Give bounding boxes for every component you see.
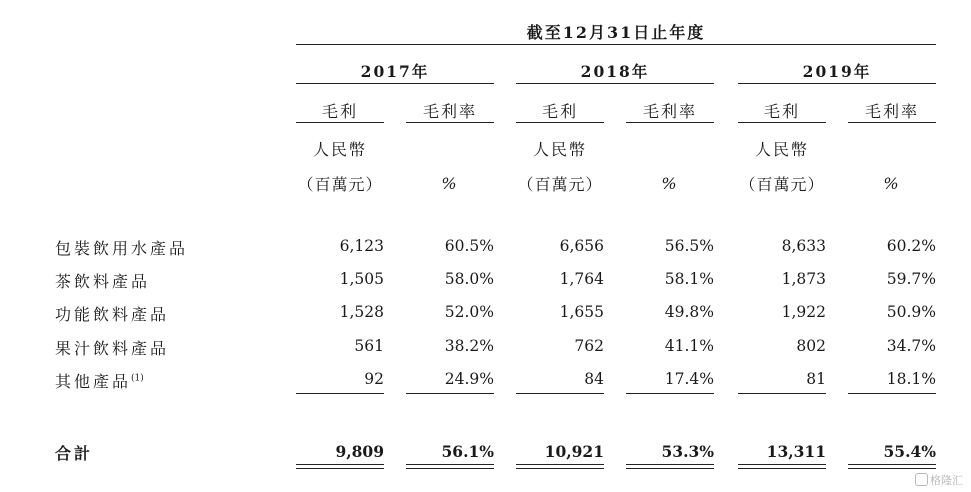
row-label: 果汁飲料產品: [55, 339, 170, 358]
total-double-rule-gp-2017: [296, 464, 384, 469]
table-cell: 24.9%: [444, 370, 494, 388]
total-cell: 13,311: [766, 442, 826, 461]
subtotal-rule-gm-2017: [406, 393, 494, 394]
total-double-rule-gm-2018: [626, 464, 714, 469]
year-2017: 2017年: [360, 62, 430, 81]
unit-millions-2018: （百萬元）: [517, 175, 603, 194]
footnote-marker: (1): [131, 373, 144, 384]
subtotal-rule-gp-2019: [738, 393, 826, 394]
unit-percent-2019: %: [883, 174, 901, 193]
unit-currency-2018: 人民幣: [532, 140, 587, 159]
table-cell: 49.8%: [664, 303, 714, 321]
table-cell: 762: [574, 337, 604, 355]
total-label: 合計: [55, 444, 94, 463]
table-cell: 81: [806, 370, 826, 388]
table-cell: 8,633: [781, 237, 826, 255]
watermark-logo-icon: [915, 473, 928, 486]
subtotal-rule-gp-2017: [296, 393, 384, 394]
total-double-rule-gp-2019: [738, 464, 826, 469]
year-rule-2017: [296, 83, 494, 84]
table-cell: 59.7%: [886, 270, 936, 288]
col-rule-gm-2019: [848, 122, 936, 123]
period-title: 截至12月31日止年度: [526, 23, 706, 42]
table-cell: 6,123: [339, 237, 384, 255]
col-rule-gm-2017: [406, 122, 494, 123]
table-cell: 92: [364, 370, 384, 388]
table-cell: 1,764: [559, 270, 604, 288]
table-cell: 1,655: [559, 303, 604, 321]
table-cell: 1,505: [339, 270, 384, 288]
subtotal-rule-gm-2018: [626, 393, 714, 394]
unit-currency-2019: 人民幣: [754, 140, 809, 159]
year-2018: 2018年: [580, 62, 650, 81]
table-cell: 56.5%: [664, 237, 714, 255]
table-cell: 60.5%: [444, 237, 494, 255]
table-cell: 1,873: [781, 270, 826, 288]
total-double-rule-gp-2018: [516, 464, 604, 469]
period-rule: [296, 44, 936, 45]
table-cell: 17.4%: [664, 370, 714, 388]
unit-percent-2017: %: [441, 174, 459, 193]
total-double-rule-gm-2019: [848, 464, 936, 469]
table-cell: 60.2%: [886, 237, 936, 255]
total-double-rule-gm-2017: [406, 464, 494, 469]
col-header-gm-2019: 毛利率: [864, 102, 919, 121]
year-rule-2018: [516, 83, 714, 84]
col-header-gp-2019: 毛利: [763, 102, 800, 121]
year-2019: 2019年: [802, 62, 872, 81]
table-cell: 58.1%: [664, 270, 714, 288]
table-cell: 1,922: [781, 303, 826, 321]
col-rule-gp-2017: [296, 122, 384, 123]
total-cell: 53.3%: [661, 442, 714, 461]
table-cell: 34.7%: [886, 337, 936, 355]
table-cell: 84: [584, 370, 604, 388]
watermark: [915, 472, 963, 488]
year-rule-2019: [738, 83, 936, 84]
table-cell: 18.1%: [886, 370, 936, 388]
table-cell: 1,528: [339, 303, 384, 321]
col-header-gp-2018: 毛利: [541, 102, 578, 121]
table-cell: 6,656: [559, 237, 604, 255]
row-label: [55, 369, 144, 392]
col-header-gp-2017: 毛利: [321, 102, 358, 121]
table-cell: 50.9%: [886, 303, 936, 321]
table-cell: 38.2%: [444, 337, 494, 355]
table-cell: 41.1%: [664, 337, 714, 355]
total-cell: 9,809: [335, 442, 384, 461]
col-header-gm-2018: 毛利率: [642, 102, 697, 121]
table-cell: 52.0%: [444, 303, 494, 321]
table-cell: 58.0%: [444, 270, 494, 288]
col-rule-gp-2018: [516, 122, 604, 123]
col-rule-gp-2019: [738, 122, 826, 123]
total-cell: 56.1%: [441, 442, 494, 461]
row-label-text: 其他產品: [55, 372, 132, 391]
row-label: 包裝飲用水產品: [55, 239, 189, 258]
total-cell: 55.4%: [883, 442, 936, 461]
table-cell: 561: [354, 337, 384, 355]
unit-millions-2019: （百萬元）: [739, 175, 825, 194]
unit-percent-2018: %: [661, 174, 679, 193]
unit-currency-2017: 人民幣: [312, 140, 367, 159]
row-label: 茶飲料產品: [55, 272, 151, 291]
unit-millions-2017: （百萬元）: [297, 175, 383, 194]
col-rule-gm-2018: [626, 122, 714, 123]
total-cell: 10,921: [544, 442, 604, 461]
subtotal-rule-gm-2019: [848, 393, 936, 394]
watermark-text: 格隆汇: [930, 474, 963, 487]
row-label: 功能飲料產品: [55, 305, 170, 324]
col-header-gm-2017: 毛利率: [422, 102, 477, 121]
table-cell: 802: [796, 337, 826, 355]
subtotal-rule-gp-2018: [516, 393, 604, 394]
